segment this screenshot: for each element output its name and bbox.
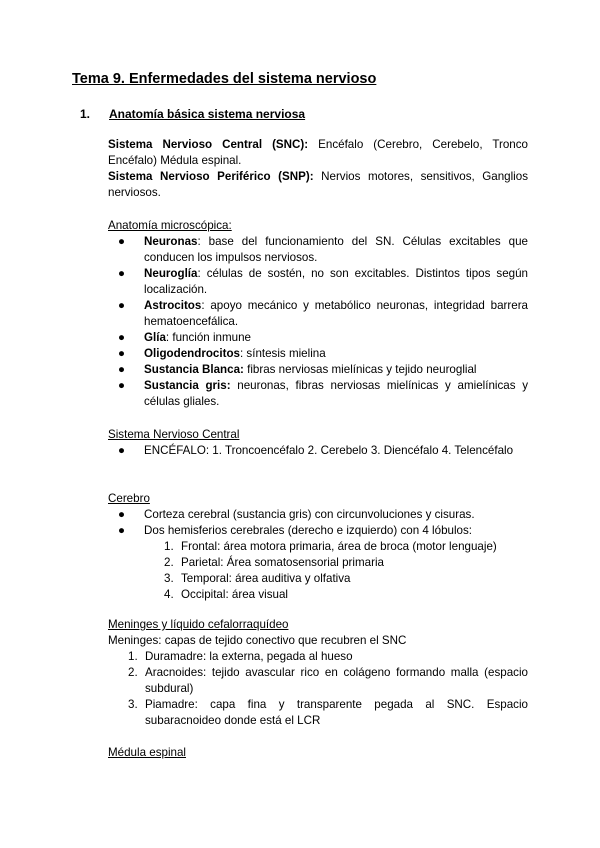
item-text: Parietal: Área somatosensorial primaria [181,556,384,569]
list-item [118,523,528,539]
micro-heading: Anatomía microscópica: [108,219,232,232]
list-item [118,234,528,266]
lobe-item [164,555,528,571]
item-term: Neuronas [144,235,198,248]
medula-heading: Médula espinal [108,746,186,759]
list-item [118,330,528,346]
item-text: Frontal: área motora primaria, área de broca (motor lenguaje) [181,540,497,553]
snp-paragraph [108,169,528,201]
snc-section-heading: Sistema Nervioso Central [108,428,240,441]
lobe-item [164,539,528,555]
item-text: ENCÉFALO: 1. Troncoencéfalo 2. Cerebelo 3. Diencéfalo 4. Telencéfalo [144,444,514,457]
item-term: Sustancia Blanca: [144,363,244,376]
bullet-icon: ● [118,299,126,312]
bullet-icon: ● [118,524,126,537]
item-desc: : síntesis mielina [239,347,326,360]
meninges-item [128,697,528,729]
list-item [118,443,528,459]
bullet-icon: ● [118,331,126,344]
item-number: 2. [128,666,138,679]
bullet-icon: ● [118,347,126,360]
meninges-item [128,665,528,697]
item-desc: : apoyo mecánico y metabólico neuronas, integridad barrera hematoencefálica. [144,299,528,328]
meninges-item [128,649,528,665]
bullet-icon: ● [118,444,126,457]
cerebro-heading: Cerebro [108,492,150,505]
item-text: Corteza cerebral (sustancia gris) con circunvoluciones y cisuras. [144,508,475,521]
lobe-item [164,587,528,603]
snc-label: Sistema Nervioso Central (SNC): [108,138,309,151]
list-item [118,378,528,410]
list-item [118,346,528,362]
item-desc: : base del funcionamiento del SN. Células excitables que conducen los impulsos nerviosos. [144,235,528,264]
item-desc: fibras nerviosas mielínicas y tejido neuroglial [243,363,477,376]
item-number: 1. [164,540,174,553]
item-term: Astrocitos [144,299,202,312]
snp-label: Sistema Nervioso Periférico (SNP): [108,170,314,183]
bullet-icon: ● [118,508,126,521]
snc-paragraph [108,137,528,169]
meninges-intro: Meninges: capas de tejido conectivo que recubren el SNC [108,634,407,647]
list-item [118,507,528,523]
item-text: Duramadre: la externa, pegada al hueso [145,650,353,663]
item-desc: neuronas, fibras nerviosas mielínicas y amielínicas y células gliales. [144,379,528,408]
item-term: Oligodendrocitos [144,347,240,360]
item-desc: : función inmune [165,331,251,344]
item-text: Temporal: área auditiva y olfativa [181,572,351,585]
section-number: 1. [80,107,91,121]
lobe-item [164,571,528,587]
section-title: Anatomía básica sistema nerviosa [109,107,306,121]
item-term: Sustancia gris: [144,379,231,392]
item-number: 2. [164,556,174,569]
meninges-heading: Meninges y líquido cefalorraquídeo [108,618,289,631]
bullet-icon: ● [118,363,126,376]
item-number: 3. [164,572,174,585]
section-heading [80,107,305,121]
item-text: Dos hemisferios cerebrales (derecho e izquierdo) con 4 lóbulos: [144,524,473,537]
item-number: 4. [164,588,174,601]
bullet-icon: ● [118,235,126,248]
list-item [118,266,528,298]
item-text: Occipital: área visual [181,588,288,601]
list-item [118,362,528,378]
snc-text: Encéfalo (Cerebro, Cerebelo, Tronco Encéfalo) Médula espinal. [108,138,529,167]
bullet-icon: ● [118,379,126,392]
page-title: Tema 9. Enfermedades del sistema nervioso [72,71,377,87]
item-number: 1. [128,650,138,663]
snp-text: Nervios motores, sensitivos, Ganglios nerviosos. [108,170,529,199]
item-desc: : células de sostén, no son excitables. Distintos tipos según localización. [144,267,528,296]
bullet-icon: ● [118,267,126,280]
item-number: 3. [128,698,138,711]
list-item [118,298,528,330]
item-term: Neuroglía [144,267,198,280]
item-term: Glía [144,331,166,344]
item-text: Aracnoides: tejido avascular rico en colágeno formando malla (espacio subdural) [145,666,528,695]
item-text: Piamadre: capa fina y transparente pegada al SNC. Espacio subaracnoideo donde está el LCR [145,698,528,727]
